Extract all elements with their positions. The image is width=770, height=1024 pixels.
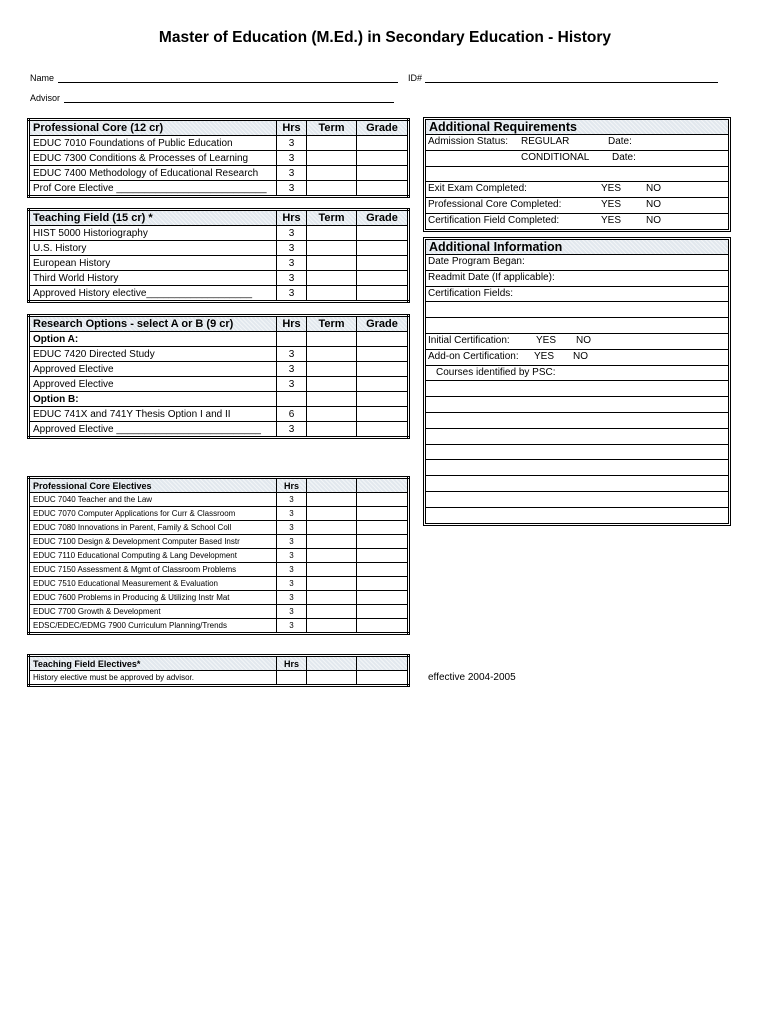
table-row <box>29 166 409 181</box>
info-row <box>426 271 728 287</box>
header-hrs: Hrs <box>277 120 307 136</box>
grade-cell[interactable] <box>357 591 409 605</box>
table-header-row <box>29 210 409 226</box>
header-course: Professional Core Electives <box>29 478 277 493</box>
yes-option[interactable]: YES <box>601 183 622 195</box>
course-name: Approved Elective <box>29 362 277 377</box>
blank-row <box>426 445 728 461</box>
blank-row <box>426 397 728 413</box>
term-cell[interactable] <box>307 422 357 438</box>
header-term: Term <box>307 210 357 226</box>
course-name: Approved Elective <box>29 377 277 392</box>
term-cell[interactable] <box>307 166 357 181</box>
table-row <box>29 521 409 535</box>
grade-cell[interactable] <box>357 256 409 271</box>
course-name: EDUC 7040 Teacher and the Law <box>29 493 277 507</box>
conditional-row <box>426 151 728 167</box>
option-heading-row <box>29 332 409 347</box>
table-row <box>29 671 409 686</box>
course-hrs: 3 <box>277 535 307 549</box>
blank-row <box>426 318 728 334</box>
check-row <box>426 198 728 214</box>
table-row <box>29 591 409 605</box>
info-row <box>426 287 728 303</box>
no-option[interactable]: NO <box>573 350 588 362</box>
course-name: EDUC 7100 Design & Development Computer Based Instr <box>29 535 277 549</box>
term-cell[interactable] <box>307 136 357 151</box>
course-name: EDUC 7110 Educational Computing & Lang Development <box>29 549 277 563</box>
effective-date: effective 2004-2005 <box>428 672 516 683</box>
teaching-field-electives-table <box>27 654 410 687</box>
table-row <box>29 241 409 256</box>
no-option[interactable]: NO <box>646 183 661 195</box>
additional-information-box <box>423 237 731 526</box>
course-name: U.S. History <box>29 241 277 256</box>
grade-cell[interactable] <box>357 577 409 591</box>
course-name: Approved History elective___________________ <box>29 286 277 302</box>
course-hrs: 3 <box>277 362 307 377</box>
course-hrs: 3 <box>277 422 307 438</box>
course-name: European History <box>29 256 277 271</box>
term-cell[interactable] <box>307 521 357 535</box>
table-row <box>29 226 409 241</box>
term-cell[interactable] <box>307 591 357 605</box>
course-name: EDUC 7510 Educational Measurement & Evaluation <box>29 577 277 591</box>
course-name: EDUC 7420 Directed Study <box>29 347 277 362</box>
info-row <box>426 255 728 271</box>
term-cell[interactable] <box>307 577 357 591</box>
blank-row <box>426 492 728 508</box>
table-row <box>29 619 409 634</box>
header-hrs: Hrs <box>277 478 307 493</box>
table-row <box>29 256 409 271</box>
regular-option[interactable]: REGULAR <box>521 136 570 147</box>
table-row <box>29 181 409 197</box>
course-hrs: 3 <box>277 605 307 619</box>
grade-cell[interactable] <box>357 241 409 256</box>
course-note: History elective must be approved by advisor. <box>29 671 277 686</box>
table-header-row <box>29 120 409 136</box>
course-name: EDUC 7070 Computer Applications for Curr & Classroom <box>29 507 277 521</box>
grade-cell[interactable] <box>357 377 409 392</box>
courses-psc-label: Courses identified by PSC: <box>436 366 556 378</box>
table-row <box>29 286 409 302</box>
table-row <box>29 535 409 549</box>
grade-cell[interactable] <box>357 136 409 151</box>
advisor-field[interactable] <box>64 102 394 103</box>
course-hrs: 3 <box>277 591 307 605</box>
term-cell[interactable] <box>307 535 357 549</box>
check-row <box>426 214 728 229</box>
date-label: Date: <box>612 151 636 163</box>
course-hrs: 3 <box>277 563 307 577</box>
blank-row <box>426 476 728 492</box>
term-cell[interactable] <box>307 507 357 521</box>
grade-cell[interactable] <box>357 619 409 634</box>
grade-cell[interactable] <box>357 671 409 686</box>
section-title: Additional Requirements <box>429 120 577 134</box>
course-hrs: 3 <box>277 151 307 166</box>
table-row <box>29 605 409 619</box>
yes-option[interactable]: YES <box>601 199 622 211</box>
course-name: EDUC 741X and 741Y Thesis Option I and II <box>29 407 277 422</box>
course-hrs: 3 <box>277 271 307 286</box>
option-a-label: Option A: <box>29 332 277 347</box>
page-title: Master of Education (M.Ed.) in Secondary Education - History <box>158 29 612 46</box>
grade-cell[interactable] <box>357 347 409 362</box>
grade-cell[interactable] <box>357 181 409 197</box>
id-field[interactable] <box>425 82 718 83</box>
grade-cell[interactable] <box>357 493 409 507</box>
readmit-label: Readmit Date (If applicable): <box>428 271 555 283</box>
term-cell[interactable] <box>307 362 357 377</box>
course-name: EDSC/EDEC/EDMG 7900 Curriculum Planning/Trends <box>29 619 277 634</box>
course-name: EDUC 7600 Problems in Producing & Utilizing Instr Mat <box>29 591 277 605</box>
table-header-row <box>29 316 409 332</box>
check-row <box>426 182 728 198</box>
term-cell[interactable] <box>307 619 357 634</box>
term-cell[interactable] <box>307 256 357 271</box>
course-hrs: 3 <box>277 256 307 271</box>
course-hrs: 3 <box>277 521 307 535</box>
table-row <box>29 549 409 563</box>
term-cell[interactable] <box>307 671 357 686</box>
table-row <box>29 151 409 166</box>
course-hrs: 3 <box>277 286 307 302</box>
additional-requirements-header <box>426 120 728 135</box>
course-name: EDUC 7150 Assessment & Mgmt of Classroom Problems <box>29 563 277 577</box>
term-cell[interactable] <box>307 549 357 563</box>
term-cell[interactable] <box>307 241 357 256</box>
term-cell[interactable] <box>307 226 357 241</box>
grade-cell[interactable] <box>357 332 409 347</box>
course-hrs: 3 <box>277 226 307 241</box>
header-course: Teaching Field (15 cr) * <box>29 210 277 226</box>
table-row <box>29 362 409 377</box>
table-row <box>29 377 409 392</box>
table-header-row <box>29 656 409 671</box>
no-option[interactable]: NO <box>576 334 591 346</box>
header-grade: Grade <box>357 120 409 136</box>
blank-row <box>426 429 728 445</box>
teaching-field-table <box>27 208 410 303</box>
course-hrs: 3 <box>277 181 307 197</box>
blank-row <box>426 381 728 397</box>
no-option[interactable]: NO <box>646 214 661 226</box>
course-name: EDUC 7300 Conditions & Processes of Learning <box>29 151 277 166</box>
header-blank <box>357 656 409 671</box>
id-label: ID# <box>408 73 423 83</box>
term-cell[interactable] <box>307 392 357 407</box>
header-hrs: Hrs <box>277 656 307 671</box>
date-began-label: Date Program Began: <box>428 256 525 267</box>
table-row <box>29 422 409 438</box>
term-cell[interactable] <box>307 347 357 362</box>
table-row <box>29 347 409 362</box>
admission-label: Admission Status: <box>428 136 509 147</box>
header-grade: Grade <box>357 316 409 332</box>
course-name: EDUC 7010 Foundations of Public Education <box>29 136 277 151</box>
term-cell[interactable] <box>307 271 357 286</box>
grade-cell[interactable] <box>357 226 409 241</box>
name-label: Name <box>30 73 55 83</box>
info-row <box>426 334 728 350</box>
advisor-label: Advisor <box>30 93 61 103</box>
course-hrs: 3 <box>277 549 307 563</box>
header-grade: Grade <box>357 210 409 226</box>
info-row <box>426 350 728 366</box>
course-name: Third World History <box>29 271 277 286</box>
grade-cell[interactable] <box>357 362 409 377</box>
blank-row <box>426 460 728 476</box>
course-hrs: 3 <box>277 507 307 521</box>
cert-field-label: Certification Field Completed: <box>428 214 560 226</box>
course-name: Prof Core Elective ___________________________ <box>29 181 277 197</box>
option-b-label: Option B: <box>29 392 277 407</box>
header-term: Term <box>307 120 357 136</box>
header-course: Research Options - select A or B (9 cr) <box>29 316 277 332</box>
term-cell[interactable] <box>307 563 357 577</box>
table-header-row <box>29 478 409 493</box>
header-hrs: Hrs <box>277 210 307 226</box>
grade-cell[interactable] <box>357 549 409 563</box>
course-hrs: 3 <box>277 136 307 151</box>
table-row <box>29 493 409 507</box>
course-hrs: 3 <box>277 577 307 591</box>
course-hrs <box>277 332 307 347</box>
initial-cert-label: Initial Certification: <box>428 334 510 346</box>
research-options-table <box>27 314 410 439</box>
header-blank <box>307 478 357 493</box>
course-hrs <box>277 671 307 686</box>
section-title: Additional Information <box>429 240 563 254</box>
course-name: EDUC 7080 Innovations in Parent, Family & School Coll <box>29 521 277 535</box>
option-heading-row <box>29 392 409 407</box>
course-name: EDUC 7400 Methodology of Educational Research <box>29 166 277 181</box>
course-hrs: 3 <box>277 493 307 507</box>
table-row <box>29 271 409 286</box>
header-blank <box>357 478 409 493</box>
course-hrs: 3 <box>277 377 307 392</box>
term-cell[interactable] <box>307 286 357 302</box>
course-hrs: 3 <box>277 619 307 634</box>
header-course: Teaching Field Electives* <box>29 656 277 671</box>
professional-core-table <box>27 118 410 198</box>
term-cell[interactable] <box>307 407 357 422</box>
blank-row <box>426 508 728 523</box>
course-hrs <box>277 392 307 407</box>
grade-cell[interactable] <box>357 507 409 521</box>
table-row <box>29 507 409 521</box>
grade-cell[interactable] <box>357 422 409 438</box>
grade-cell[interactable] <box>357 286 409 302</box>
no-option[interactable]: NO <box>646 199 661 211</box>
course-name: EDUC 7700 Growth & Development <box>29 605 277 619</box>
grade-cell[interactable] <box>357 563 409 577</box>
addon-cert-label: Add-on Certification: <box>428 350 519 362</box>
grade-cell[interactable] <box>357 407 409 422</box>
term-cell[interactable] <box>307 493 357 507</box>
course-name: Approved Elective __________________________ <box>29 422 277 438</box>
course-hrs: 3 <box>277 347 307 362</box>
blank-row <box>426 413 728 429</box>
course-hrs: 6 <box>277 407 307 422</box>
date-label: Date: <box>608 136 632 147</box>
header-hrs: Hrs <box>277 316 307 332</box>
yes-option[interactable]: YES <box>601 214 622 226</box>
grade-cell[interactable] <box>357 521 409 535</box>
blank-row <box>426 302 728 318</box>
prof-core-label: Professional Core Completed: <box>428 199 562 211</box>
professional-core-electives-table <box>27 476 410 635</box>
course-hrs: 3 <box>277 166 307 181</box>
additional-requirements-box <box>423 117 731 232</box>
yes-option[interactable]: YES <box>534 350 555 362</box>
course-hrs: 3 <box>277 241 307 256</box>
admission-row <box>426 135 728 151</box>
term-cell[interactable] <box>307 151 357 166</box>
header-blank <box>307 656 357 671</box>
grade-cell[interactable] <box>357 605 409 619</box>
table-row <box>29 563 409 577</box>
term-cell[interactable] <box>307 605 357 619</box>
grade-cell[interactable] <box>357 151 409 166</box>
additional-information-header <box>426 240 728 255</box>
info-row <box>426 366 728 382</box>
cert-fields-label: Certification Fields: <box>428 287 514 299</box>
table-row <box>29 136 409 151</box>
table-row <box>29 577 409 591</box>
header-course: Professional Core (12 cr) <box>29 120 277 136</box>
header-term: Term <box>307 316 357 332</box>
grade-cell[interactable] <box>357 535 409 549</box>
grade-cell[interactable] <box>357 271 409 286</box>
name-field[interactable] <box>58 82 398 83</box>
course-name: HIST 5000 Historiography <box>29 226 277 241</box>
exit-exam-label: Exit Exam Completed: <box>428 183 527 195</box>
grade-cell[interactable] <box>357 392 409 407</box>
blank-row <box>426 167 728 183</box>
conditional-option[interactable]: CONDITIONAL <box>521 151 590 163</box>
table-row <box>29 407 409 422</box>
term-cell[interactable] <box>307 181 357 197</box>
term-cell[interactable] <box>307 332 357 347</box>
grade-cell[interactable] <box>357 166 409 181</box>
yes-option[interactable]: YES <box>536 334 557 346</box>
term-cell[interactable] <box>307 377 357 392</box>
